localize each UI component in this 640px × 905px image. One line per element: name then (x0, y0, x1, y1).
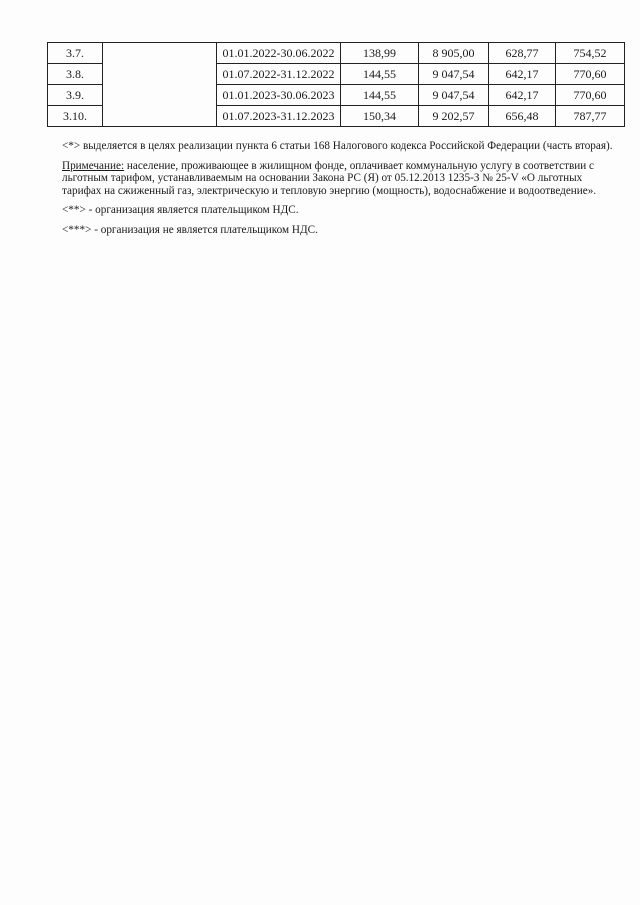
empty-cell (103, 106, 217, 127)
period-cell: 01.01.2022-30.06.2022 (217, 43, 341, 64)
footnote-not-vat-payer: <***> - организация не является плательщиком НДС. (62, 223, 318, 236)
empty-cell (103, 85, 217, 106)
period-cell: 01.07.2023-31.12.2023 (217, 106, 341, 127)
row-number: 3.10. (48, 106, 103, 127)
footnotes (62, 140, 622, 243)
footnote-vat-payer: <**> - организация является плательщиком НДС. (62, 204, 299, 216)
value-cell: 150,34 (341, 106, 419, 127)
value-cell: 144,55 (341, 85, 419, 106)
value-cell: 787,77 (556, 106, 625, 127)
row-number: 3.7. (48, 43, 103, 64)
empty-cell (103, 43, 217, 64)
table-row (48, 43, 625, 64)
value-cell: 770,60 (556, 85, 625, 106)
remark (62, 160, 622, 198)
value-cell: 9 047,54 (419, 85, 489, 106)
value-cell: 754,52 (556, 43, 625, 64)
value-cell: 9 047,54 (419, 64, 489, 85)
table-row (48, 85, 625, 106)
value-cell: 642,17 (489, 64, 556, 85)
row-number: 3.8. (48, 64, 103, 85)
period-cell: 01.07.2022-31.12.2022 (217, 64, 341, 85)
value-cell: 8 905,00 (419, 43, 489, 64)
table-row (48, 106, 625, 127)
value-cell: 144,55 (341, 64, 419, 85)
row-number: 3.9. (48, 85, 103, 106)
value-cell: 9 202,57 (419, 106, 489, 127)
footnote-vat-allocation: <*> выделяется в целях реализации пункта 6 статьи 168 Налогового кодекса Российской Федерации (часть вторая). (62, 140, 613, 152)
value-cell: 628,77 (489, 43, 556, 64)
tariff-table (47, 42, 625, 127)
value-cell: 642,17 (489, 85, 556, 106)
remark-label: Примечание: (62, 159, 125, 172)
value-cell: 770,60 (556, 64, 625, 85)
period-cell: 01.01.2023-30.06.2023 (217, 85, 341, 106)
remark-text: население, проживающее в жилищном фонде, оплачивает коммунальную услугу в соответствии с льготным тарифом, устанавливаемым на основании Закона РС (Я) от 05.12.2013 1235-З № 25-V «О льготных тарифах на сжиженный газ, электрическую и тепловую энергию (мощность), водоснабжение и водоотведение». (62, 159, 597, 197)
empty-cell (103, 64, 217, 85)
value-cell: 138,99 (341, 43, 419, 64)
table-row (48, 64, 625, 85)
value-cell: 656,48 (489, 106, 556, 127)
